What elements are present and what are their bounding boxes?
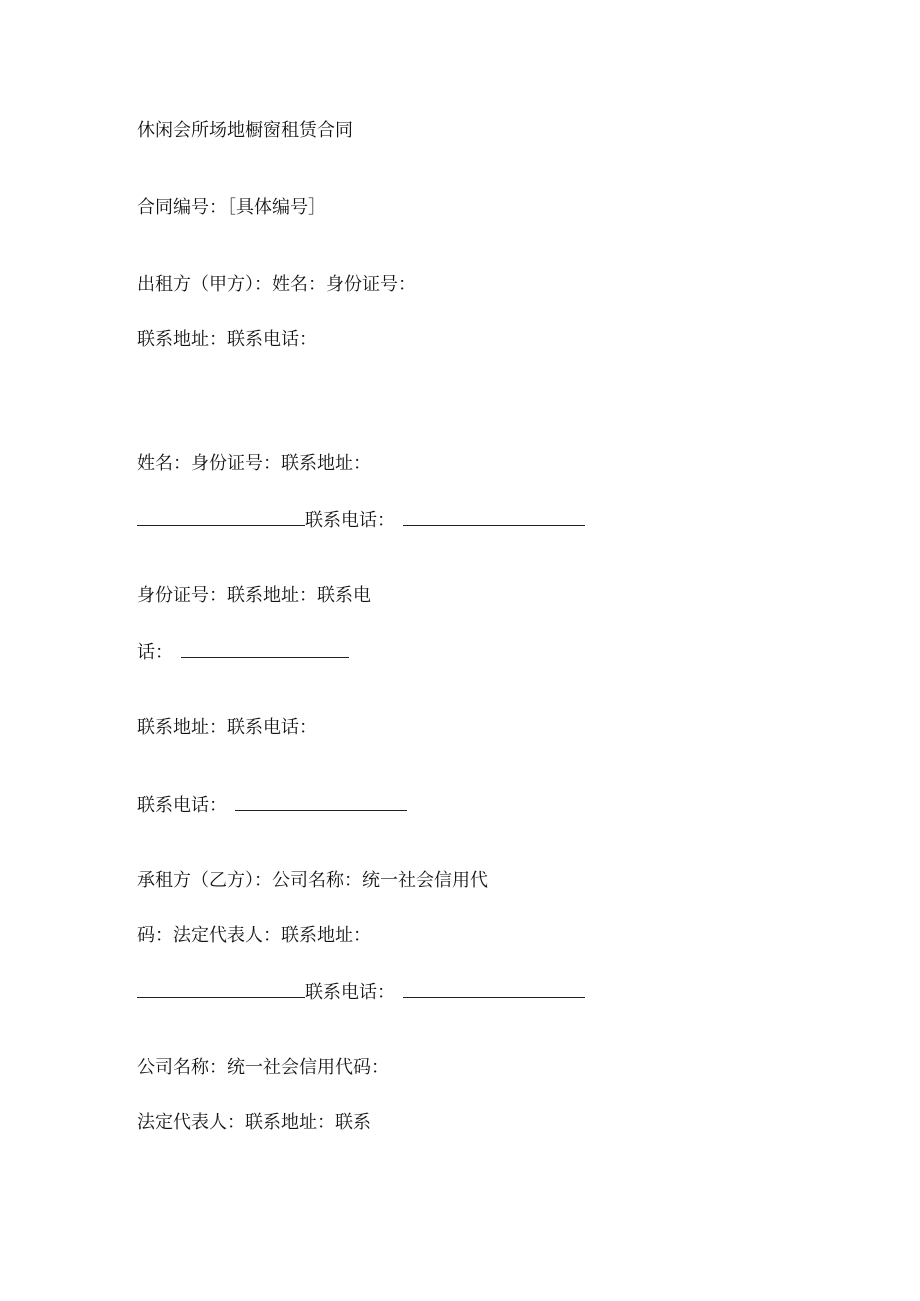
lessee-info-line: 承租方（乙方）：公司名称：统一社会信用代 [137, 870, 488, 891]
block2-line2 [137, 639, 349, 665]
blank-underline [137, 979, 305, 998]
lessor-info-line: 出租方（甲方）：姓名：身份证号： [137, 274, 416, 295]
lessor-contact-line: 联系地址：联系电话： [137, 329, 317, 350]
lessee-info-line2: 码：法定代表人：联系地址： [137, 925, 371, 946]
phone-label: 联系电话： [305, 982, 395, 1003]
block1-line2 [137, 507, 585, 533]
block1-line1: 姓名：身份证号：联系地址： [137, 453, 371, 474]
block4-line1 [137, 792, 407, 818]
block5-line2: 法定代表人：联系地址：联系 [137, 1112, 371, 1133]
block2-line1: 身份证号：联系地址：联系电 [137, 585, 371, 606]
lessee-phone-line [137, 979, 585, 1005]
phone-label: 联系电话： [137, 795, 227, 816]
blank-underline [137, 507, 305, 526]
blank-underline [403, 507, 585, 526]
blank-underline [403, 979, 585, 998]
contract-number: 合同编号：［具体编号］ [137, 197, 326, 218]
blank-underline [235, 792, 407, 811]
phone-label-cont: 话： [137, 642, 173, 663]
block5-line1: 公司名称：统一社会信用代码： [137, 1057, 389, 1078]
document-title: 休闲会所场地橱窗租赁合同 [137, 120, 353, 141]
phone-label: 联系电话： [305, 510, 395, 531]
block3-line1: 联系地址：联系电话： [137, 717, 317, 738]
blank-underline [181, 639, 349, 658]
